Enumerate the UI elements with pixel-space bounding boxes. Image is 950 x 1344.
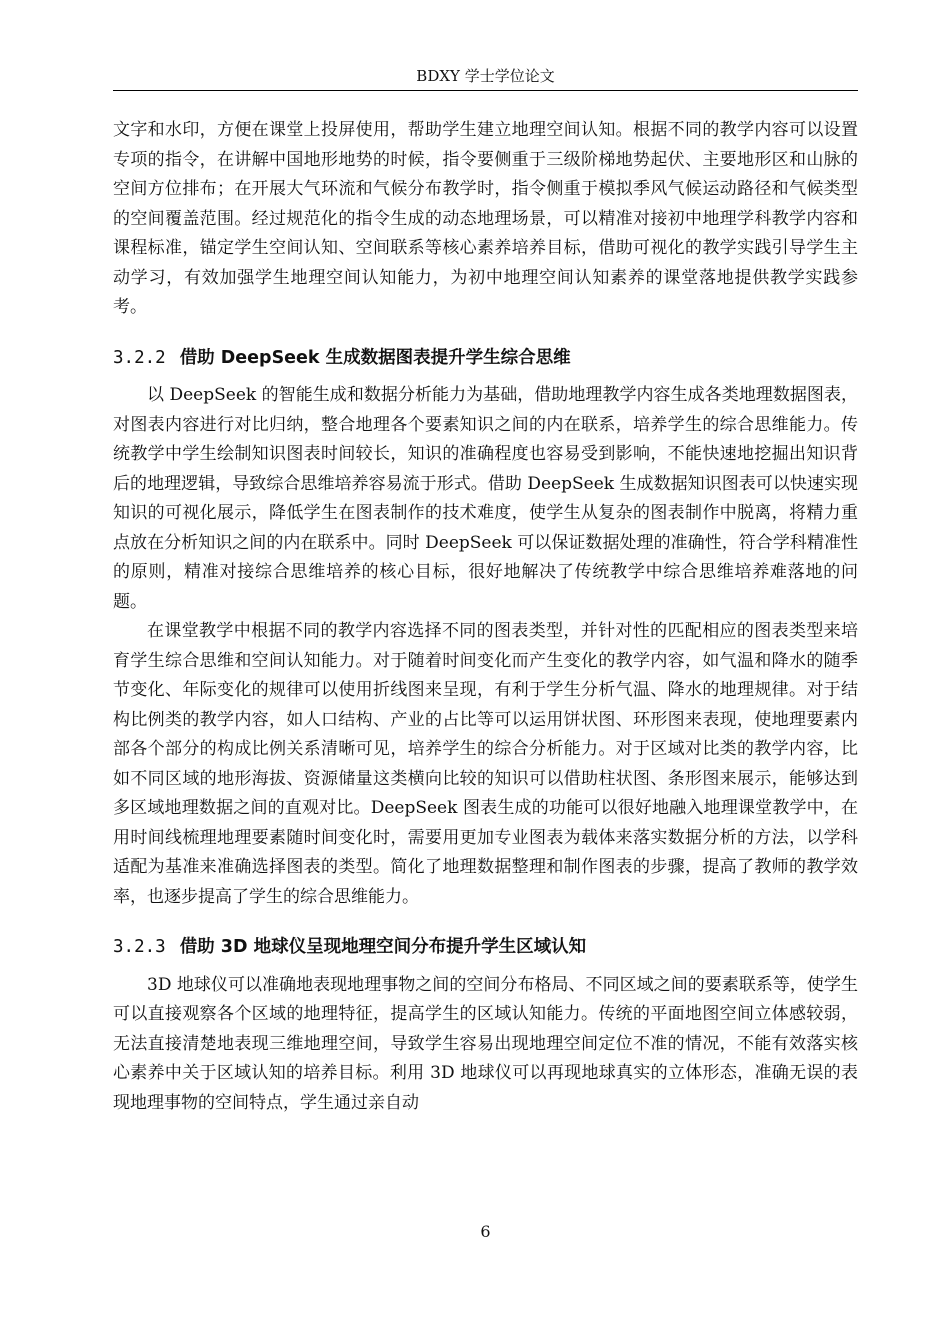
section-title: 借助 DeepSeek 生成数据图表提升学生综合思维 <box>179 347 571 368</box>
page-number: 6 <box>480 1222 491 1241</box>
section-heading-3-2-3 <box>113 933 858 963</box>
page-header: BDXY 学士学位论文 <box>416 67 555 85</box>
section-heading-3-2-2 <box>113 344 858 374</box>
section-number: 3.2.2 <box>113 347 166 368</box>
header-divider <box>113 90 858 91</box>
paragraph: 以 DeepSeek 的智能生成和数据分析能力为基础，借助地理教学内容生成各类地理数据图表，对图表内容进行对比归纳，整合地理各个要素知识之间的内在联系，培养学生的综合思维能力。传统教学中学生绘制知识图表时间较长，知识的准确程度也容易受到影响，不能快速地挖掘出知识背后的地理逻辑，导致综合思维培养容易流于形式。借助 DeepSeek 生成数据知识图表可以快速实现知识的可视化展示，降低学生在图表制作的技术难度，使学生从复杂的图表制作中脱离，将精力重点放在分析知识之间的内在联系中。同时 DeepSeek 可以保证数据处理的准确性，符合学科精准性的原则，精准对接综合思维培养的核心目标，很好地解决了传统教学中综合思维培养难落地的问题。 <box>113 385 858 612</box>
paragraph: 3D 地球仪可以准确地表现地理事物之间的空间分布格局、不同区域之间的要素联系等，使学生可以直接观察各个区域的地理特征，提高学生的区域认知能力。传统的平面地图空间立体感较弱，无法直接清楚地表现三维地理空间，导致学生容易出现地理空间定位不准的情况，不能有效落实核心素养中关于区域认知的培养目标。利用 3D 地球仪可以再现地球真实的立体形态，准确无误的表现地理事物的空间特点，学生通过亲自动 <box>113 974 858 1113</box>
section-title: 借助 3D 地球仪呈现地理空间分布提升学生区域认知 <box>179 937 587 957</box>
page-body <box>113 116 858 1118</box>
paragraph: 在课堂教学中根据不同的教学内容选择不同的图表类型，并针对性的匹配相应的图表类型来培育学生综合思维和空间认知能力。对于随着时间变化而产生变化的教学内容，如气温和降水的随季节变化、年际变化的规律可以使用折线图来呈现，有利于学生分析气温、降水的地理规律。对于结构比例类的教学内容，如人口结构、产业的占比等可以运用饼状图、环形图来表现，使地理要素内部各个部分的构成比例关系清晰可见，培养学生的综合分析能力。对于区域对比类的教学内容，比如不同区域的地形海拔、资源储量这类横向比较的知识可以借助柱状图、条形图来展示，能够达到多区域地理数据之间的直观对比。DeepSeek 图表生成的功能可以很好地融入地理课堂教学中，在用时间线梳理地理要素随时间变化时，需要用更加专业图表为载体来落实数据分析的方法，以学科适配为基准来准确选择图表的类型。简化了地理数据整理和制作图表的步骤，提高了教师的教学效率，也逐步提高了学生的综合思维能力。 <box>113 621 858 907</box>
paragraph: 文字和水印，方便在课堂上投屏使用，帮助学生建立地理空间认知。根据不同的教学内容可以设置专项的指令，在讲解中国地形地势的时候，指令要侧重于三级阶梯地势起伏、主要地形区和山脉的空间方位排布；在开展大气环流和气候分布教学时，指令侧重于模拟季风气候运动路径和气候类型的空间覆盖范围。经过规范化的指令生成的动态地理场景，可以精准对接初中地理学科教学内容和课程标准，锚定学生空间认知、空间联系等核心素养培养目标，借助可视化的教学实践引导学生主动学习，有效加强学生地理空间认知能力，为初中地理空间认知素养的课堂落地提供教学实践参考。 <box>113 120 858 317</box>
section-number: 3.2.3 <box>113 937 166 957</box>
